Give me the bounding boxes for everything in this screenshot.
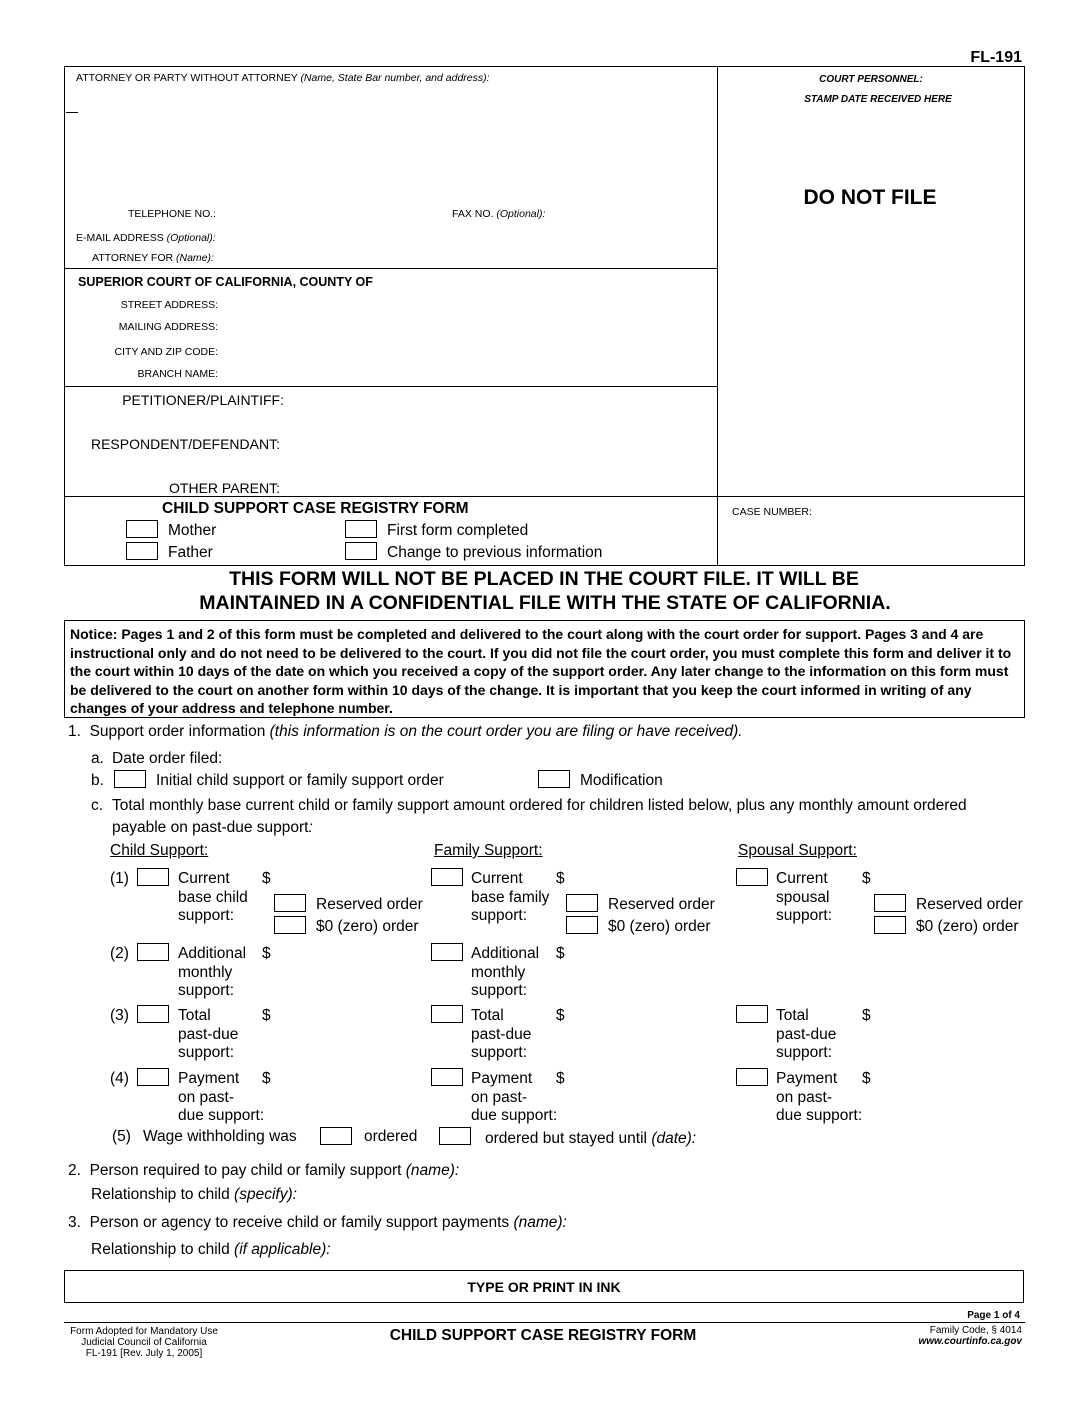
row3-spousal-label: Total past-due support: xyxy=(776,1007,837,1061)
branch-name-label: BRANCH NAME: xyxy=(137,368,218,380)
item3-num: 3. xyxy=(68,1214,81,1231)
col-family-heading: Family Support: xyxy=(434,842,543,859)
row3-num: (3) xyxy=(110,1007,129,1024)
col-spousal-heading: Spousal Support: xyxy=(738,842,857,859)
item1-label: Support order information xyxy=(89,723,266,740)
item2-rel: Relationship to child xyxy=(91,1186,230,1203)
first-form-label: First form completed xyxy=(387,522,529,539)
mailing-address-label: MAILING ADDRESS: xyxy=(118,321,218,333)
footer-left-line2: Judicial Council of California xyxy=(81,1337,207,1348)
change-info-label: Change to previous information xyxy=(387,544,603,561)
case-number-label: CASE NUMBER: xyxy=(732,506,812,518)
row1-child-label: Current base child support: xyxy=(178,870,248,924)
attorney-name-field[interactable] xyxy=(66,112,78,113)
row1-family-label: Current base family support: xyxy=(471,870,550,924)
row2-family-label: Additional monthly support: xyxy=(471,945,540,999)
petitioner-label: PETITIONER/PLAINTIFF: xyxy=(122,392,284,408)
other-parent-label: OTHER PARENT: xyxy=(169,480,280,496)
row1-spousal-zero-checkbox[interactable] xyxy=(874,916,906,934)
attorney-label-note: (Name, State Bar number, and address): xyxy=(300,72,490,84)
court-personnel-line1: COURT PERSONNEL: xyxy=(819,74,923,85)
item2-rel-group xyxy=(91,1186,297,1204)
row2-family-dollar: $ xyxy=(556,945,565,962)
item1c-text-line2-group xyxy=(112,819,313,837)
wage-stayed-label: ordered but stayed until xyxy=(485,1130,647,1147)
email-label-group xyxy=(76,232,216,244)
mother-label: Mother xyxy=(168,522,217,539)
row3-child-label: Total past-due support: xyxy=(178,1007,239,1061)
item1-num: 1. xyxy=(68,723,81,740)
row1-family-checkbox[interactable] xyxy=(431,868,463,886)
footer-rule xyxy=(64,1322,1025,1323)
row4-spousal-dollar: $ xyxy=(862,1070,871,1087)
row2-child-checkbox[interactable] xyxy=(137,943,169,961)
item2-note: (name): xyxy=(405,1162,460,1179)
item1c-text-line1: Total monthly base current child or family support amount ordered for children listed below, plus any monthly amount ordered xyxy=(112,797,967,814)
divider-title xyxy=(64,496,1025,497)
row1-spousal-dollar: $ xyxy=(862,870,871,887)
row4-child-checkbox[interactable] xyxy=(137,1068,169,1086)
row4-num: (4) xyxy=(110,1070,129,1087)
row1-spousal-reserved-checkbox[interactable] xyxy=(874,894,906,912)
attorney-for-label: ATTORNEY FOR xyxy=(92,252,174,264)
row1-family-reserved-label: Reserved order xyxy=(608,896,715,913)
footer-right-line1: Family Code, § 4014 xyxy=(929,1325,1022,1336)
divider-court xyxy=(64,268,718,269)
wage-stayed-checkbox[interactable] xyxy=(439,1127,471,1145)
modification-label: Modification xyxy=(580,772,663,789)
banner-line1: THIS FORM WILL NOT BE PLACED IN THE COURT FILE. IT WILL BE xyxy=(229,568,859,590)
row4-child-label: Payment on past- due support: xyxy=(178,1070,265,1124)
item1b-letter: b. xyxy=(91,772,104,789)
row1-spousal-zero-label: $0 (zero) order xyxy=(916,918,1019,935)
first-form-checkbox[interactable] xyxy=(345,520,377,538)
caption-divider xyxy=(717,66,718,566)
item1-heading xyxy=(68,723,743,741)
type-or-print-text: TYPE OR PRINT IN INK xyxy=(467,1279,621,1295)
street-address-label: STREET ADDRESS: xyxy=(120,299,218,311)
footer-right xyxy=(918,1325,1022,1347)
row1-child-zero-label: $0 (zero) order xyxy=(316,918,419,935)
item1a-text: Date order filed: xyxy=(112,750,223,767)
row4-family-checkbox[interactable] xyxy=(431,1068,463,1086)
wage-stayed-date: (date): xyxy=(651,1130,697,1147)
court-personnel-line2: STAMP DATE RECEIVED HERE xyxy=(804,94,952,105)
row1-child-zero-checkbox[interactable] xyxy=(274,916,306,934)
item3-note: (name): xyxy=(513,1214,567,1231)
attorney-for-note: (Name): xyxy=(176,252,214,264)
item3-rel-group xyxy=(91,1241,331,1259)
telephone-label: TELEPHONE NO.: xyxy=(128,208,217,220)
row1-family-zero-checkbox[interactable] xyxy=(566,916,598,934)
row3-spousal-dollar: $ xyxy=(862,1007,871,1024)
email-label: E-MAIL ADDRESS xyxy=(76,232,164,244)
attorney-label: ATTORNEY OR PARTY WITHOUT ATTORNEY xyxy=(76,72,298,84)
row3-family-checkbox[interactable] xyxy=(431,1005,463,1023)
row2-family-checkbox[interactable] xyxy=(431,943,463,961)
row5-num: (5) xyxy=(112,1128,131,1145)
wage-ordered-label: ordered xyxy=(364,1128,418,1145)
mother-checkbox[interactable] xyxy=(126,520,158,538)
notice-text: Notice: Pages 1 and 2 of this form must be completed and delivered to the court along with the court order for support. Pages 3 and 4 are instructional only and do not need to be delivered to the court. If you did not file the court order, you must complete this form and deliver it to the court within 10 days of the date on which you received a copy of the support order. Any later change to the information on this form must be delivered to the court on another form within 10 days of the change. It is important that you keep the court informed in writing of any changes of your address and telephone number. xyxy=(70,626,1012,716)
row1-family-zero-label: $0 (zero) order xyxy=(608,918,711,935)
form-title: CHILD SUPPORT CASE REGISTRY FORM xyxy=(162,500,469,517)
fax-label: FAX NO. xyxy=(452,208,494,220)
initial-order-label: Initial child support or family support order xyxy=(156,772,444,789)
item1-note: (this information is on the court order you are filing or have received). xyxy=(269,723,743,740)
item3-rel: Relationship to child xyxy=(91,1241,230,1258)
row4-spousal-checkbox[interactable] xyxy=(736,1068,768,1086)
row1-spousal-label: Current spousal support: xyxy=(776,870,833,924)
item2-rel-note: (specify): xyxy=(234,1186,297,1203)
row3-child-checkbox[interactable] xyxy=(137,1005,169,1023)
fax-label-group xyxy=(452,208,545,220)
banner-line2: MAINTAINED IN A CONFIDENTIAL FILE WITH THE STATE OF CALIFORNIA. xyxy=(199,592,891,614)
item2-text: Person required to pay child or family support xyxy=(89,1162,402,1179)
row1-child-dollar: $ xyxy=(262,870,271,887)
item1c-text-line2: payable on past-due support xyxy=(112,819,309,836)
row1-child-checkbox[interactable] xyxy=(137,868,169,886)
item1c-letter: c. xyxy=(91,797,104,814)
row2-num: (2) xyxy=(110,945,129,962)
respondent-label: RESPONDENT/DEFENDANT: xyxy=(90,436,280,452)
row1-family-reserved-checkbox[interactable] xyxy=(566,894,598,912)
modification-checkbox[interactable] xyxy=(538,770,570,788)
row4-child-dollar: $ xyxy=(262,1070,271,1087)
item2-heading xyxy=(68,1162,459,1180)
initial-order-checkbox[interactable] xyxy=(114,770,146,788)
fax-note: (Optional): xyxy=(496,208,546,220)
wage-ordered-checkbox[interactable] xyxy=(320,1127,352,1145)
item3-heading xyxy=(68,1214,567,1232)
row1-child-reserved-label: Reserved order xyxy=(316,896,423,913)
row3-spousal-checkbox[interactable] xyxy=(736,1005,768,1023)
email-note: (Optional): xyxy=(166,232,216,244)
row4-family-dollar: $ xyxy=(556,1070,565,1087)
item1c-text-colon: : xyxy=(308,819,313,836)
page-number: Page 1 of 4 xyxy=(967,1310,1020,1321)
attorney-for-group xyxy=(92,252,214,264)
footer-title: CHILD SUPPORT CASE REGISTRY FORM xyxy=(389,1327,697,1344)
item3-rel-note: (if applicable): xyxy=(234,1241,331,1258)
father-checkbox[interactable] xyxy=(126,542,158,560)
divider-parties xyxy=(64,386,718,387)
item3-text: Person or agency to receive child or family support payments xyxy=(89,1214,510,1231)
row3-child-dollar: $ xyxy=(262,1007,271,1024)
attorney-label-group xyxy=(76,72,490,84)
wage-stayed-group xyxy=(485,1130,696,1148)
row2-child-label: Additional monthly support: xyxy=(178,945,247,999)
footer-right-line2: www.courtinfo.ca.gov xyxy=(918,1336,1022,1347)
row4-family-label: Payment on past- due support: xyxy=(471,1070,558,1124)
change-info-checkbox[interactable] xyxy=(345,542,377,560)
row1-spousal-reserved-label: Reserved order xyxy=(916,896,1023,913)
father-label: Father xyxy=(168,544,213,561)
form-id: FL-191 xyxy=(970,49,1022,66)
footer-left-line3: FL-191 [Rev. July 1, 2005] xyxy=(85,1348,203,1359)
row3-family-dollar: $ xyxy=(556,1007,565,1024)
item2-num: 2. xyxy=(68,1162,81,1179)
col-child-heading: Child Support: xyxy=(110,842,209,859)
city-zip-label: CITY AND ZIP CODE: xyxy=(114,346,218,358)
row1-num: (1) xyxy=(110,870,129,887)
item1a-letter: a. xyxy=(91,750,104,767)
row1-spousal-checkbox[interactable] xyxy=(736,868,768,886)
row1-family-dollar: $ xyxy=(556,870,565,887)
row2-child-dollar: $ xyxy=(262,945,271,962)
row1-child-reserved-checkbox[interactable] xyxy=(274,894,306,912)
court-title: SUPERIOR COURT OF CALIFORNIA, COUNTY OF xyxy=(78,275,373,289)
footer-left-line1: Form Adopted for Mandatory Use xyxy=(70,1326,218,1337)
wage-withholding-label: Wage withholding was xyxy=(143,1128,297,1145)
do-not-file: DO NOT FILE xyxy=(803,186,937,209)
row3-family-label: Total past-due support: xyxy=(471,1007,532,1061)
row4-spousal-label: Payment on past- due support: xyxy=(776,1070,863,1124)
